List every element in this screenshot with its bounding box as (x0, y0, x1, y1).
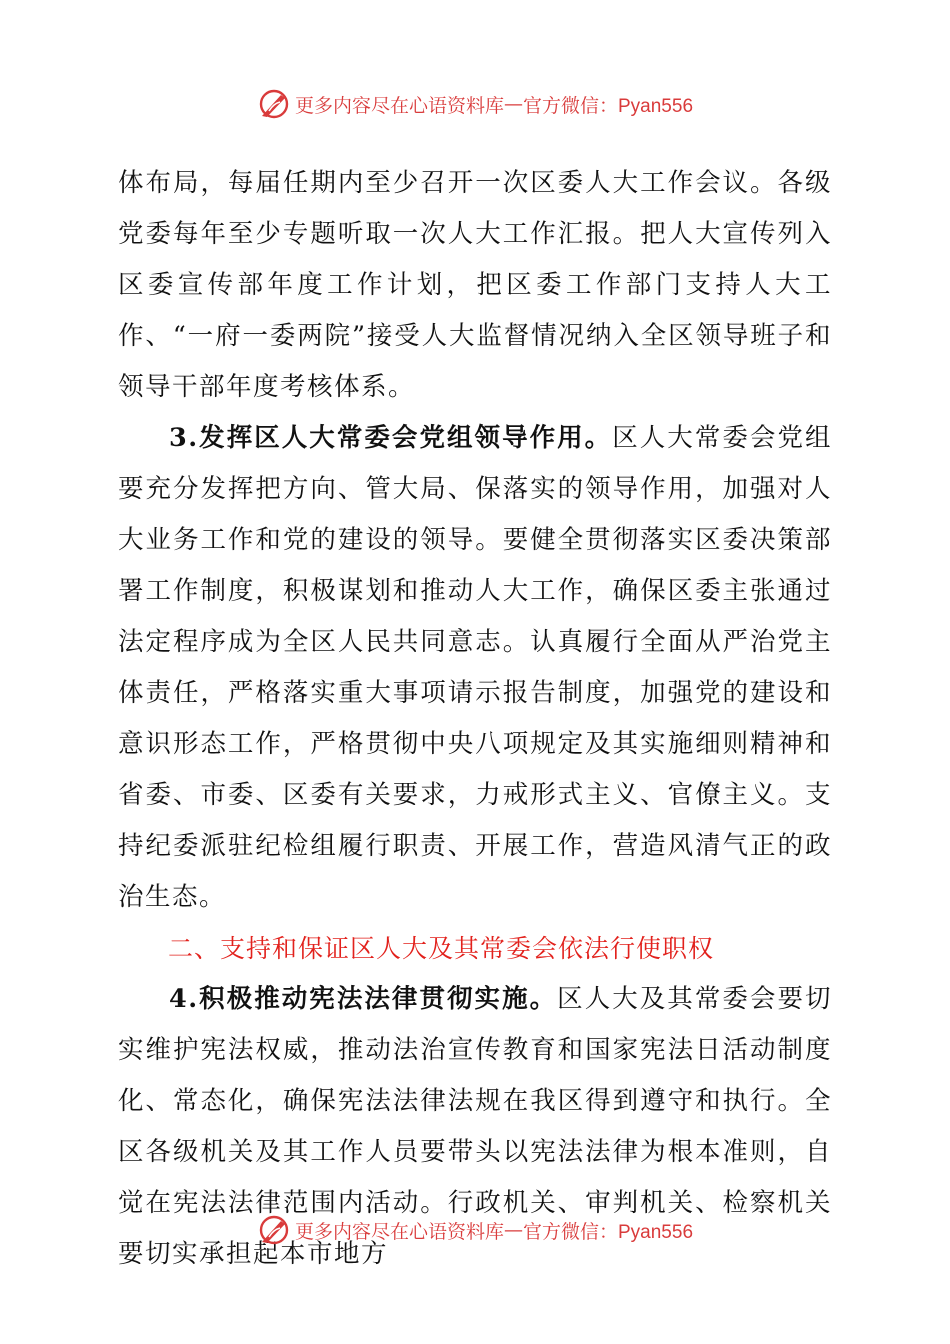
item-3-text: 区人大常委会党组要充分发挥把方向、管大局、保落实的领导作用，加强对人大业务工作和党的建设的领导。要健全贯彻落实区委决策部署工作制度，积极谋划和推动人大工作，确保区委主张通过法定程序成为全区人民共同意志。认真履行全面从严治党主体责任，严格落实重大事项请示报告制度，加强党的建设和意识形态工作，严格贯彻中央八项规定及其实施细则精神和省委、市委、区委有关要求，力戒形式主义、官僚主义。支持纪委派驻纪检组履行职责、开展工作，营造风清气正的政治生态。 (118, 423, 832, 912)
paragraph-item-3 (118, 413, 832, 923)
banner-brand: 更多内容尽在心语资料库 (294, 1220, 504, 1243)
banner-wechat: 官方微信：Pyan556 (523, 95, 694, 117)
paragraph-continuation: 体布局，每届任期内至少召开一次区委人大工作会议。各级党委每年至少专题听取一次人大工作汇报。把人大宣传列入区委宣传部年度工作计划，把区委工作部门支持人大工作、“一府一委两院”接受人大监督情况纳入全区领导班子和领导干部年度考核体系。 (118, 168, 832, 402)
banner-dash: — (504, 1219, 523, 1241)
document-body (118, 158, 832, 1280)
item-4-text: 区人大及其常委会要切实维护宪法权威，推动法治宣传教育和国家宪法日活动制度化、常态化，确保宪法法律法规在我区得到遵守和执行。全区各级机关及其工作人员要带头以宪法法律为根本准则，自觉在宪法法律范围内活动。行政机关、审判机关、检察机关要切实承担起本市地方 (118, 984, 832, 1269)
pen-circle-logo-icon (257, 1213, 291, 1247)
section-heading: 二、支持和保证区人大及其常委会依法行使职权 (168, 934, 715, 963)
pen-circle-logo-icon (257, 87, 291, 121)
banner-wechat: 官方微信：Pyan556 (523, 1221, 694, 1243)
item-4-lead: 4.积极推动宪法法律贯彻实施。 (169, 984, 558, 1014)
banner-brand: 更多内容尽在心语资料库 (294, 94, 504, 117)
banner-dash: — (504, 93, 523, 115)
item-3-lead: 3.发挥区人大常委会党组领导作用。 (169, 423, 613, 453)
footer-banner (0, 1210, 950, 1250)
header-banner (0, 84, 950, 124)
